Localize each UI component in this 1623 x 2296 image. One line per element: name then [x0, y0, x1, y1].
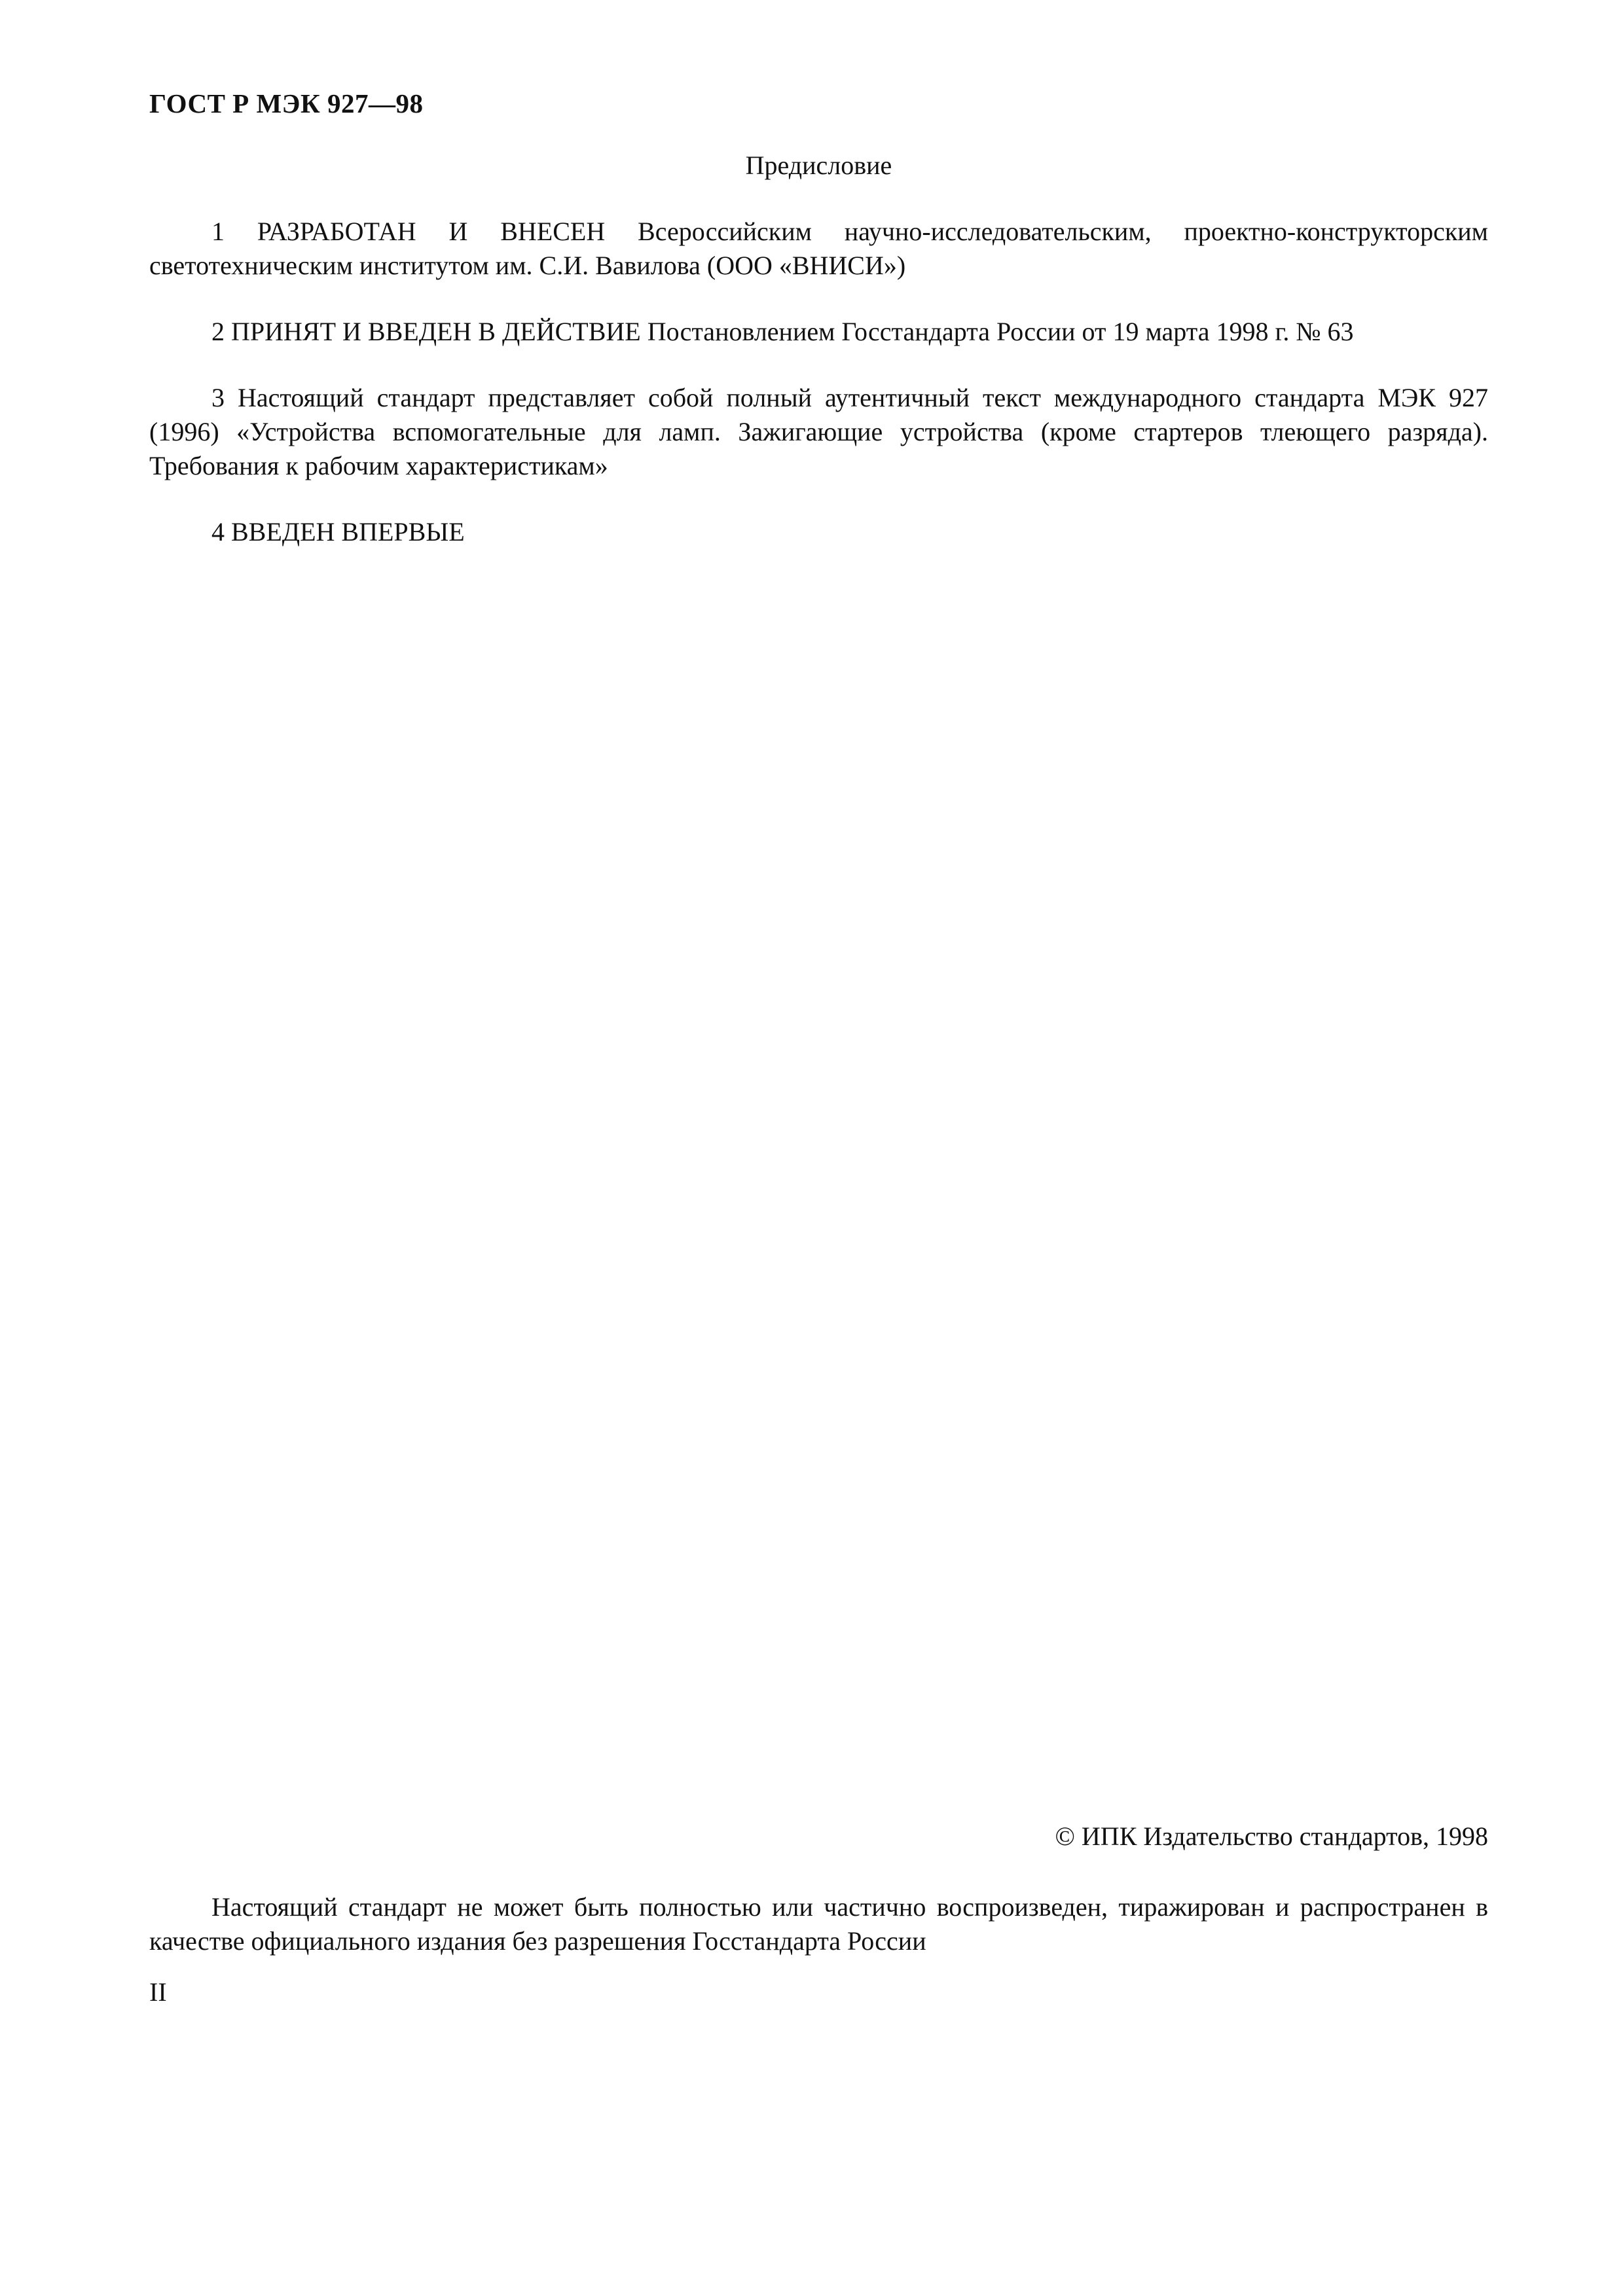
page-content — [149, 86, 1488, 549]
copyright-line: © ИПК Издательство стандартов, 1998 — [1055, 1821, 1488, 1851]
preface-heading: Предисловие — [745, 151, 892, 180]
preface-item-3: 3 Настоящий стандарт представляет собой полный аутентичный текст международного стандарта МЭК 927 (1996) «Устройства вспомогательные для ламп. Зажигающие устройства (кроме стартеров тлеющего разряда). Требования к рабочим характеристикам» — [149, 383, 1488, 480]
preface-item-1: 1 РАЗРАБОТАН И ВНЕСЕН Всероссийским научно-исследовательским, проектно-конструкторским светотехническим институтом им. С.И. Вавилова (ООО «ВНИСИ») — [149, 217, 1488, 280]
preface-item-4: 4 ВВЕДЕН ВПЕРВЫЕ — [211, 517, 465, 547]
reproduction-notice: Настоящий стандарт не может быть полностью или частично воспроизведен, тиражирован и распространен в качестве официального издания без разрешения Госстандарта России — [149, 1892, 1488, 1956]
preface-item-2: 2 ПРИНЯТ И ВВЕДЕН В ДЕЙСТВИЕ Постановлением Госстандарта России от 19 марта 1998 г. № 63 — [211, 317, 1354, 346]
page-number: II — [149, 1977, 167, 2007]
document-code-header: ГОСТ Р МЭК 927—98 — [149, 88, 424, 118]
